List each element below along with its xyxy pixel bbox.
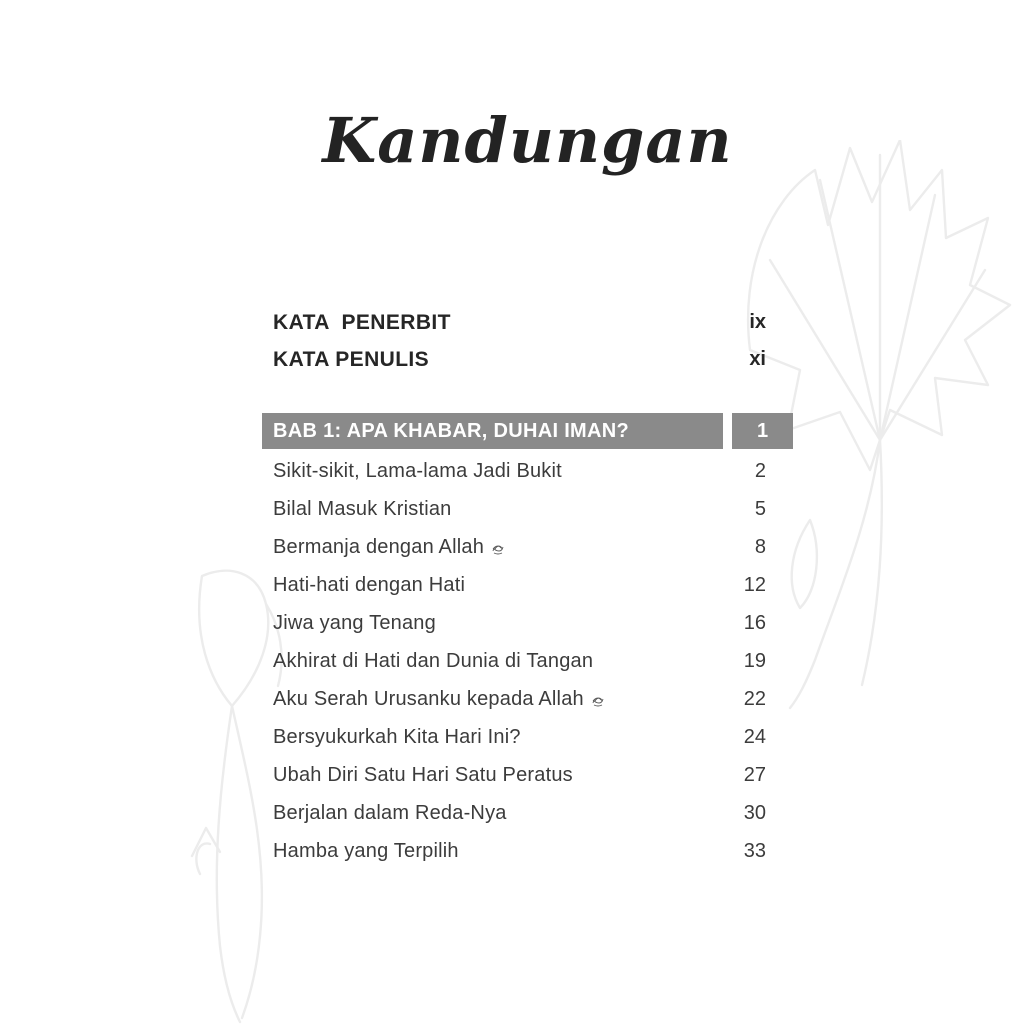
toc-entry [262, 566, 793, 604]
toc-entry-title: Bersyukurkah Kita Hari Ini? [273, 725, 521, 748]
toc-entry-page: 16 [743, 611, 766, 634]
toc-entry-title: Aku Serah Urusanku kepada Allah [273, 688, 605, 711]
toc-entry-page: 2 [754, 459, 766, 482]
toc-entry-title: Hati-hati dengan Hati [273, 573, 466, 596]
toc-entry [262, 680, 793, 718]
toc-entry-page: 22 [743, 687, 766, 710]
toc-entry-page: 24 [743, 725, 766, 748]
toc-entry [262, 794, 793, 832]
front-matter-label: KATA PENERBIT [273, 310, 451, 334]
toc-entry-title: Akhirat di Hati dan Dunia di Tangan [273, 649, 594, 672]
toc-entry [262, 718, 793, 756]
toc-entry [262, 528, 793, 566]
front-matter-label: KATA PENULIS [273, 347, 430, 371]
toc-entry-page: 30 [743, 801, 766, 824]
page-title: Kandungan [322, 104, 733, 177]
toc-entry-page: 5 [754, 497, 766, 520]
toc-entry-title: Bilal Masuk Kristian [273, 497, 452, 520]
chapter-heading-bar [262, 413, 793, 449]
front-matter-row-kata-penerbit [262, 304, 793, 341]
toc-entry-page: 19 [743, 649, 766, 672]
toc-entry-page: 27 [743, 763, 766, 786]
toc-entry-title: Berjalan dalam Reda-Nya [273, 801, 507, 824]
chapter-heading-label: BAB 1: APA KHABAR, DUHAI IMAN? [273, 419, 630, 442]
toc-entry [262, 756, 793, 794]
toc-entry-page: 33 [743, 839, 766, 862]
toc-entry-page: 12 [743, 573, 766, 596]
allah-honorific-icon [591, 694, 605, 708]
front-matter-list [262, 304, 793, 378]
toc-entry-title: Ubah Diri Satu Hari Satu Peratus [273, 763, 573, 786]
front-matter-page-number: ix [749, 311, 766, 333]
toc-entry-title: Jiwa yang Tenang [273, 611, 436, 634]
toc-entry [262, 832, 793, 870]
toc-entry [262, 452, 793, 490]
toc-entry-list [262, 452, 793, 870]
toc-entry-title: Bermanja dengan Allah [273, 536, 505, 559]
chapter-page-number: 1 [756, 419, 769, 442]
toc-entry [262, 642, 793, 680]
toc-entry-page: 8 [754, 535, 766, 558]
toc-entry-title: Sikit-sikit, Lama-lama Jadi Bukit [273, 459, 562, 482]
toc-entry [262, 604, 793, 642]
toc-entry [262, 490, 793, 528]
front-matter-row-kata-penulis [262, 341, 793, 378]
front-matter-page-number: xi [749, 348, 766, 370]
chapter-heading [262, 413, 723, 449]
allah-honorific-icon [491, 542, 505, 556]
chapter-page-number-cell [732, 413, 793, 449]
toc-entry-title: Hamba yang Terpilih [273, 839, 459, 862]
